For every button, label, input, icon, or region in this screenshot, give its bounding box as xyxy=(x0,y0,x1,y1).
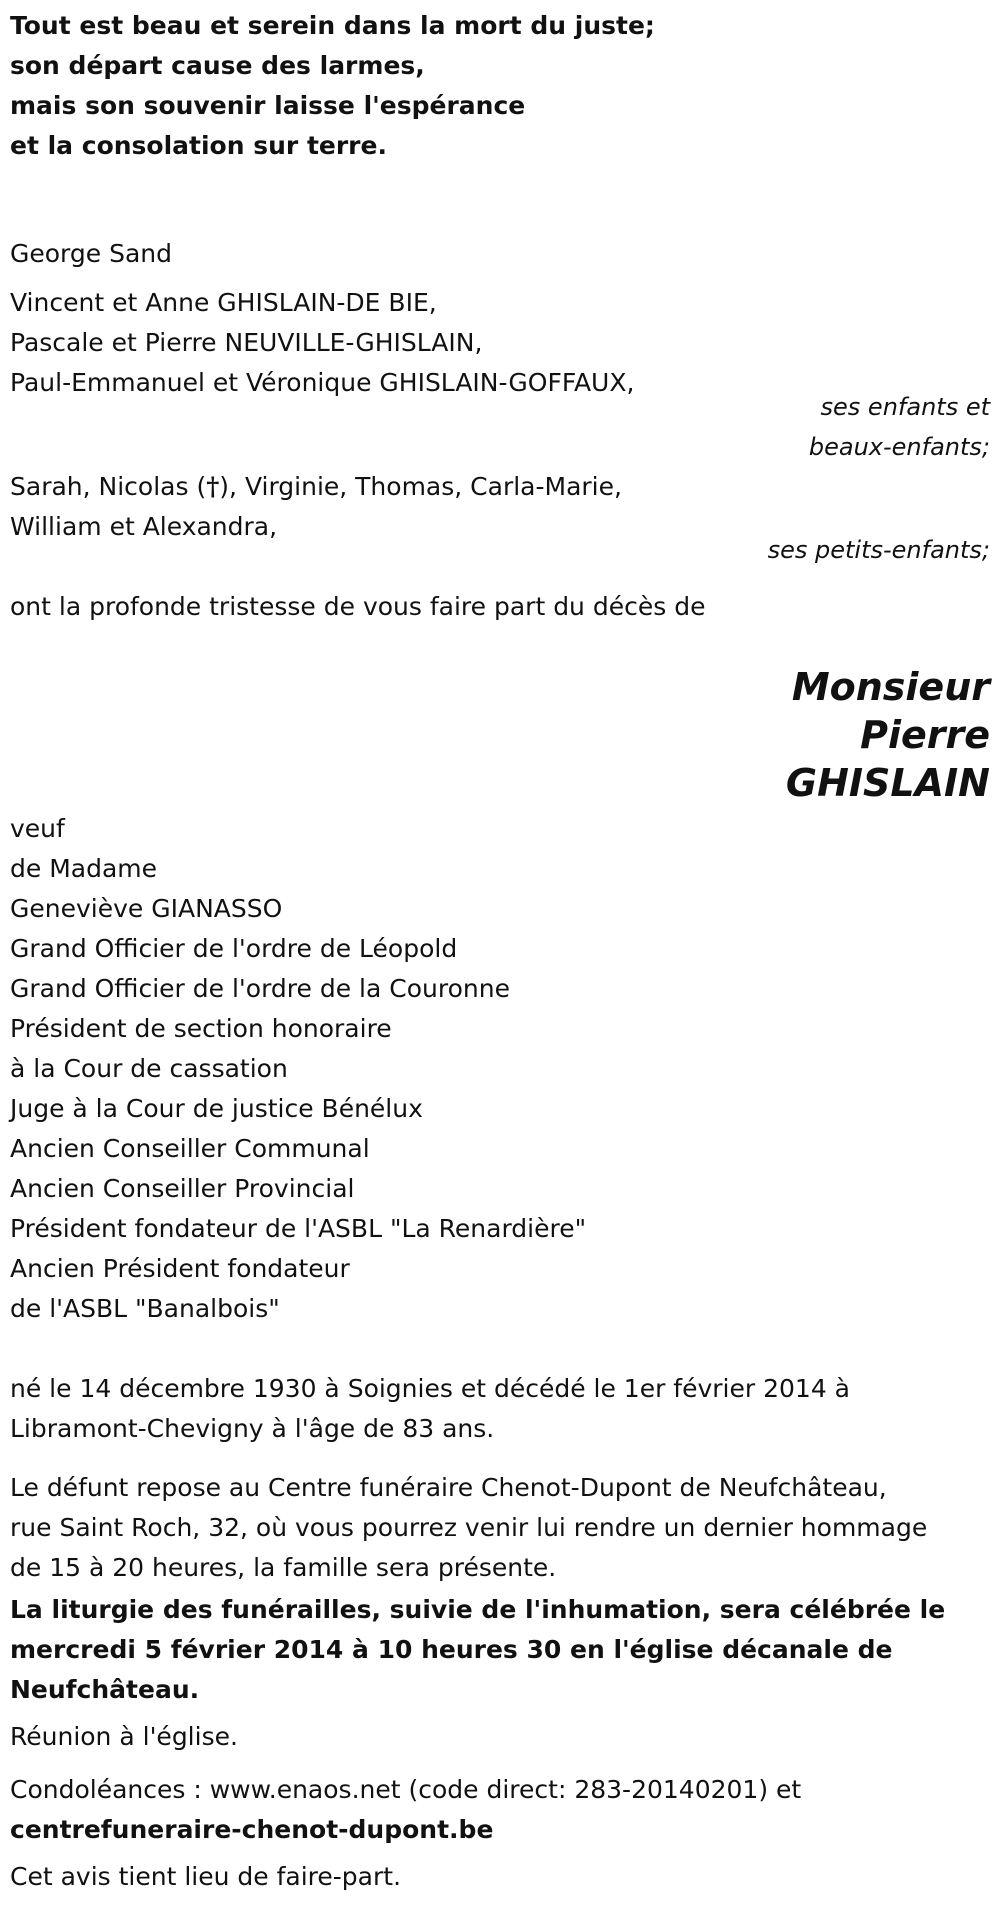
title-line: Ancien Conseiller Communal xyxy=(10,1134,370,1163)
closing-note: Cet avis tient lieu de faire-part. xyxy=(10,1862,402,1891)
quote-line: et la consolation sur terre. xyxy=(10,131,387,160)
liturgy-line: mercredi 5 février 2014 à 10 heures 30 en l'église décanale de xyxy=(10,1635,893,1664)
title-line: Juge à la Cour de justice Bénélux xyxy=(10,1094,423,1123)
quote xyxy=(10,6,990,166)
deceased-last-name: GHISLAIN xyxy=(785,761,990,805)
child-couple: Vincent et Anne GHISLAIN-DE BIE, xyxy=(10,288,437,317)
quote-line: Tout est beau et serein dans la mort du juste; xyxy=(10,11,655,40)
funeral-home-info xyxy=(10,1468,990,1588)
quote-line: mais son souvenir laisse l'espérance xyxy=(10,91,526,120)
grandchildren-text: ), Virginie, Thomas, Carla-Marie, xyxy=(219,472,622,501)
announcement: ont la profonde tristesse de vous faire part du décès de xyxy=(10,592,706,621)
title-line: Président fondateur de l'ASBL "La Renardière" xyxy=(10,1214,587,1243)
grandchildren-text: Sarah, Nicolas ( xyxy=(10,472,207,501)
funeral-home-line: Le défunt repose au Centre funéraire Chenot-Dupont de Neufchâteau, xyxy=(10,1473,887,1502)
title-line: à la Cour de cassation xyxy=(10,1054,288,1083)
condolences-link[interactable]: centrefuneraire-chenot-dupont.be xyxy=(10,1815,494,1844)
title-line: Président de section honoraire xyxy=(10,1014,392,1043)
condolences-line: Condoléances : www.enaos.net (code direct: 283-20140201) et xyxy=(10,1775,802,1804)
children-role-line: ses enfants et xyxy=(820,393,990,421)
liturgy-line: La liturgie des funérailles, suivie de l'inhumation, sera célébrée le xyxy=(10,1595,946,1624)
title-line: veuf xyxy=(10,814,65,843)
grandchildren-line xyxy=(10,467,990,507)
deceased-first-name: Pierre xyxy=(860,713,990,757)
children-role xyxy=(809,387,990,467)
funeral-home-line: de 15 à 20 heures, la famille sera présente. xyxy=(10,1553,557,1582)
birth-death-line: Libramont-Chevigny à l'âge de 83 ans. xyxy=(10,1414,495,1443)
birth-death-line: né le 14 décembre 1930 à Soignies et décédé le 1er février 2014 à xyxy=(10,1374,851,1403)
child-couple: Paul-Emmanuel et Véronique GHISLAIN-GOFFAUX, xyxy=(10,368,635,397)
liturgy-info xyxy=(10,1590,990,1710)
children-list xyxy=(10,283,990,403)
child-couple: Pascale et Pierre NEUVILLE-GHISLAIN, xyxy=(10,328,483,357)
titles-list xyxy=(10,809,990,1329)
title-line: Grand Officier de l'ordre de Léopold xyxy=(10,934,458,963)
children-role-line: beaux-enfants; xyxy=(808,433,990,461)
cross-icon: † xyxy=(206,472,220,501)
title-line: de Madame xyxy=(10,854,158,883)
grandchildren-role: ses petits-enfants; xyxy=(767,536,990,564)
quote-line: son départ cause des larmes, xyxy=(10,51,425,80)
birth-death xyxy=(10,1369,990,1449)
quote-author: George Sand xyxy=(10,239,172,268)
deceased-title: Monsieur xyxy=(791,665,990,709)
deceased-name xyxy=(786,663,990,807)
title-line: Ancien Président fondateur xyxy=(10,1254,350,1283)
meeting: Réunion à l'église. xyxy=(10,1722,238,1751)
title-line: Grand Officier de l'ordre de la Couronne xyxy=(10,974,510,1003)
liturgy-line: Neufchâteau. xyxy=(10,1675,200,1704)
grandchildren-line: William et Alexandra, xyxy=(10,512,278,541)
title-line: Ancien Conseiller Provincial xyxy=(10,1174,355,1203)
funeral-home-line: rue Saint Roch, 32, où vous pourrez venir lui rendre un dernier hommage xyxy=(10,1513,928,1542)
title-line: Geneviève GIANASSO xyxy=(10,894,283,923)
title-line: de l'ASBL "Banalbois" xyxy=(10,1294,280,1323)
condolences xyxy=(10,1770,990,1850)
